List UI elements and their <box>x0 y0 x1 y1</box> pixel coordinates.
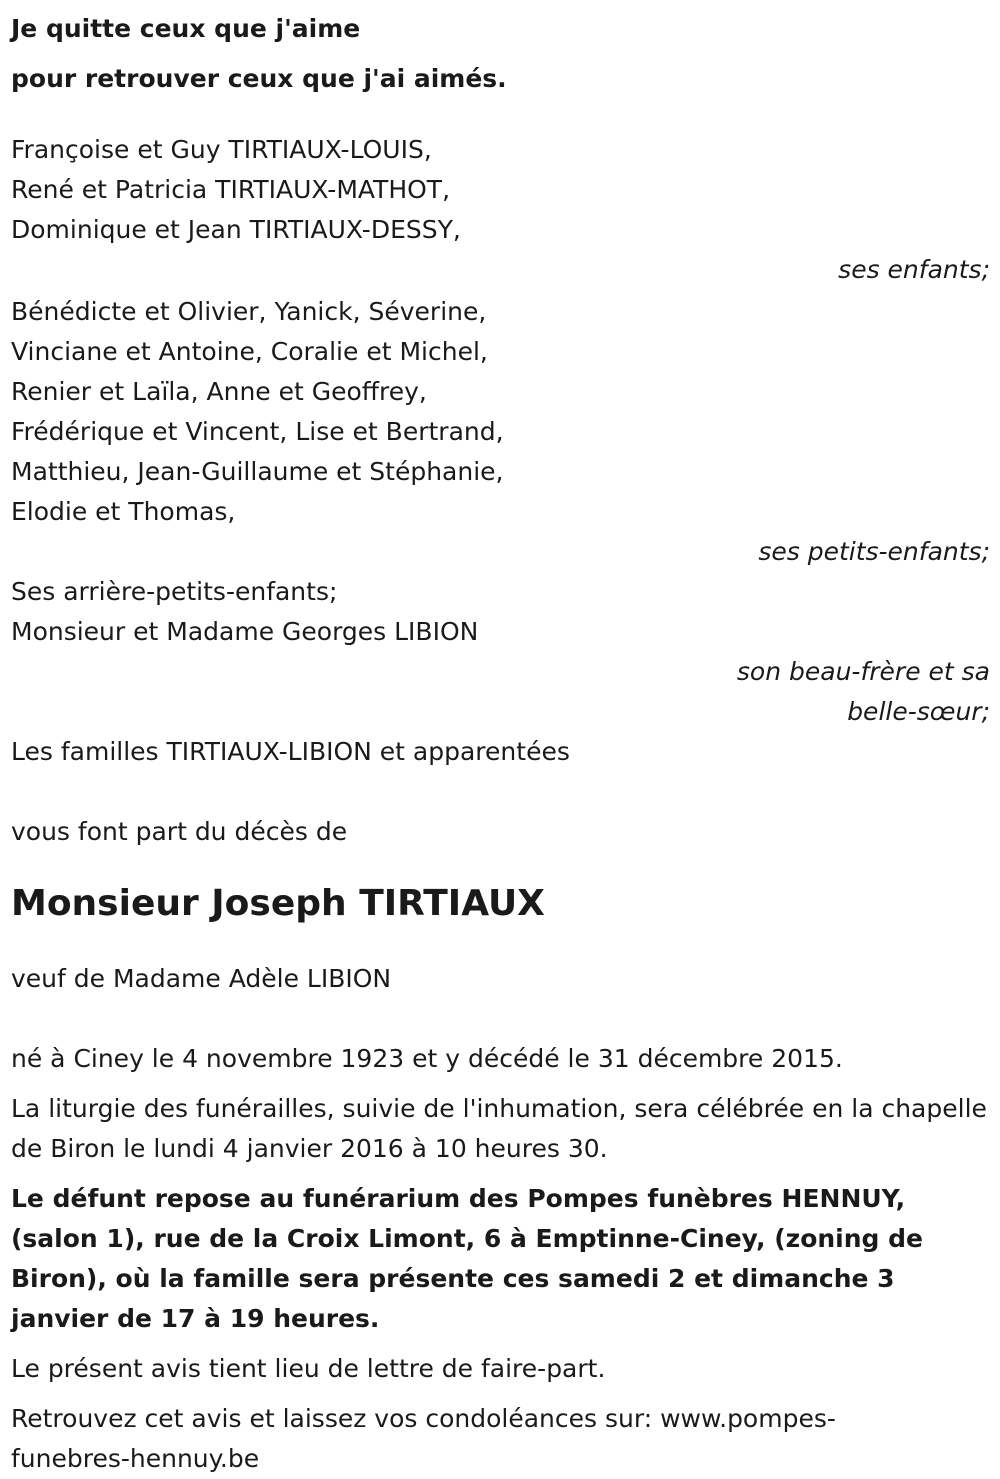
deceased-name: Monsieur Joseph TIRTIAUX <box>11 883 545 924</box>
announcement-line: vous font part du décès de <box>11 817 348 846</box>
grandchild-name: Vinciane et Antoine, Coralie et Michel, <box>11 337 488 366</box>
children-role: ses enfants; <box>838 255 990 284</box>
grandchildren-role: ses petits-enfants; <box>758 537 990 566</box>
child-name: Françoise et Guy TIRTIAUX-LOUIS, <box>11 135 432 164</box>
families-line: Les familles TIRTIAUX-LIBION et apparentées <box>11 737 570 766</box>
birth-death-line: né à Ciney le 4 novembre 1923 et y décédé le 31 décembre 2015. <box>11 1044 843 1073</box>
child-name: René et Patricia TIRTIAUX-MATHOT, <box>11 175 451 204</box>
epigraph-line-1: Je quitte ceux que j'aime <box>11 14 361 43</box>
great-grandchildren: Ses arrière-petits-enfants; <box>11 577 338 606</box>
condolences-link[interactable]: funebres-hennuy.be <box>11 1444 260 1473</box>
grandchild-name: Elodie et Thomas, <box>11 497 236 526</box>
grandchild-name: Frédérique et Vincent, Lise et Bertrand, <box>11 417 504 446</box>
condolences-line-1: Retrouvez cet avis et laissez vos condoléances sur: www.pompes- <box>11 1404 836 1433</box>
extended-family-section <box>11 572 990 732</box>
in-laws-role-line-1: son beau-frère et sa <box>736 657 990 686</box>
epigraph-line-2: pour retrouver ceux que j'ai aimés. <box>11 64 507 93</box>
notice-line: Le présent avis tient lieu de lettre de faire-part. <box>11 1354 606 1383</box>
grandchildren-section <box>11 292 990 572</box>
liturgy-paragraph: La liturgie des funérailles, suivie de l'inhumation, sera célébrée en la chapelle de Biron le lundi 4 janvier 2016 à 10 heures 30. <box>11 1094 987 1163</box>
children-section <box>11 130 990 290</box>
repose-paragraph: Le défunt repose au funérarium des Pompes funèbres HENNUY, (salon 1), rue de la Croix Limont, 6 à Emptinne-Ciney, (zoning de Biron), où la famille sera présente ces samedi 2 et dimanche 3 janvier de 17 à 19 heures. <box>11 1184 923 1333</box>
in-laws-names: Monsieur et Madame Georges LIBION <box>11 617 479 646</box>
grandchild-name: Matthieu, Jean-Guillaume et Stéphanie, <box>11 457 504 486</box>
child-name: Dominique et Jean TIRTIAUX-DESSY, <box>11 215 461 244</box>
grandchild-name: Renier et Laïla, Anne et Geoffrey, <box>11 377 427 406</box>
grandchild-name: Bénédicte et Olivier, Yanick, Séverine, <box>11 297 487 326</box>
widower-line: veuf de Madame Adèle LIBION <box>11 964 392 993</box>
in-laws-role-line-2: belle-sœur; <box>847 697 990 726</box>
epigraph <box>11 4 990 104</box>
